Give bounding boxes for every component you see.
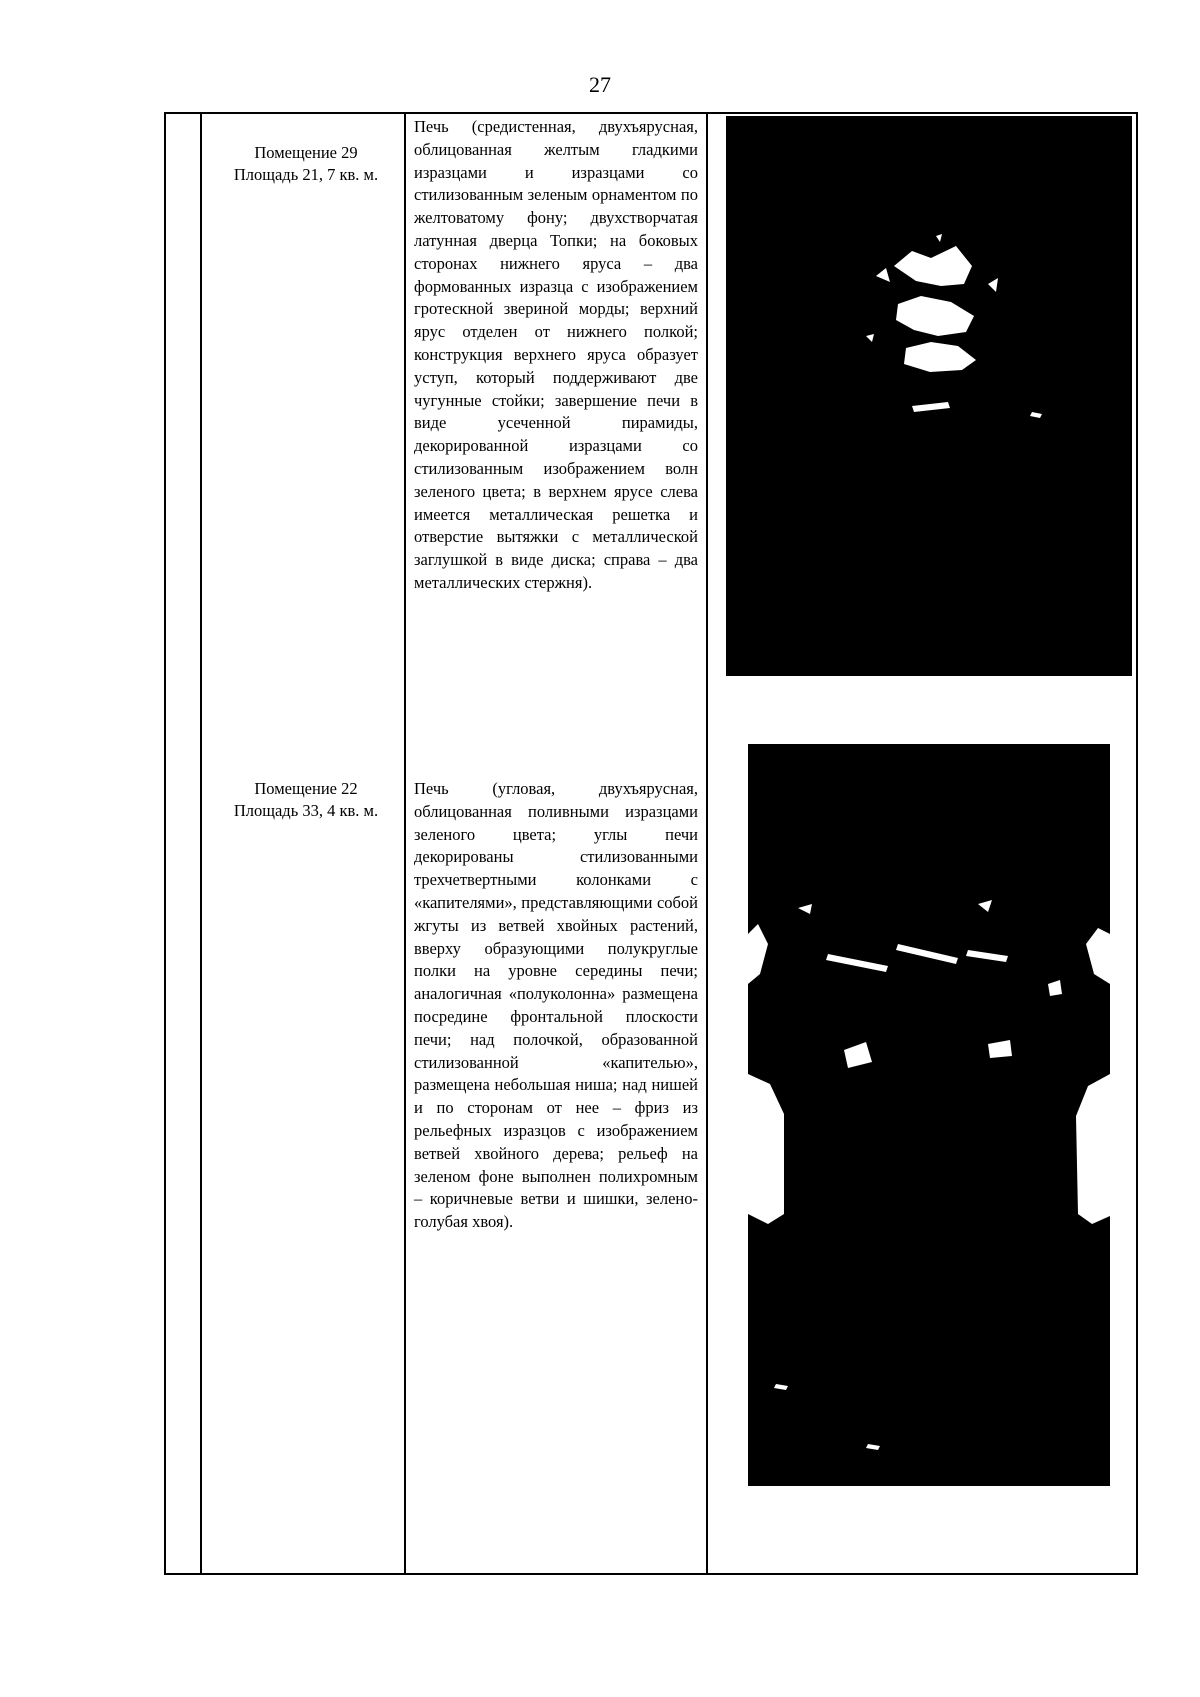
- page-number: 27: [589, 72, 611, 97]
- room-area: Площадь 33, 4 кв. м.: [233, 801, 379, 820]
- column-divider: [706, 114, 708, 1573]
- stove-photo-1: [726, 116, 1132, 676]
- room-cell-2: [206, 778, 406, 822]
- column-divider: [404, 114, 406, 1573]
- description-cell-2: Печь (угловая, двухъярусная, облицованная поливными изразцами зеленого цвета; углы печи декорированы стилизованными трехчетвертными колонками с «капителями», представляющими собой жгуты из ветвей хвойных растений, вверху образующими полукруглые полки на уровне середины печи; аналогичная «полуколонна» размещена посредине фронтальной плоскости печи; над полочкой, образованной стилизованной «капителью», размещена небольшая ниша; над нишей и по сторонам от нее – фриз из рельефных изразцов с изображением ветвей хвойного дерева; рельеф на зеленом фоне выполнен полихромным – коричневые ветви и шишки, зелено-голубая хвоя).: [414, 779, 698, 1232]
- room-area: Площадь 21, 7 кв. м.: [233, 165, 379, 184]
- stove-photo-2: [748, 744, 1110, 1486]
- column-divider: [200, 114, 202, 1573]
- inventory-table: [164, 112, 1138, 1575]
- description-cell-1: Печь (средистенная, двухъярусная, облицованная желтым гладкими изразцами и изразцами со стилизованным зеленым орнаментом по желтоватому фону; двухстворчатая латунная дверца Топки; на боковых сторонах нижнего яруса – два формованных изразца с изображением гротескной звериной морды; верхний ярус отделен от нижнего полкой; конструкция верхнего яруса образует уступ, который поддерживают две чугунные стойки; завершение печи в виде усеченной пирамиды, декорированной изразцами со стилизованным изображением волн зеленого цвета; в верхнем ярусе слева имеется металлическая решетка и отверстие вытяжки с металлической заглушкой в виде диска; справа – два металлических стержня).: [414, 117, 698, 592]
- room-name: Помещение 22: [254, 779, 358, 798]
- room-cell-1: [206, 142, 406, 186]
- room-name: Помещение 29: [254, 143, 358, 162]
